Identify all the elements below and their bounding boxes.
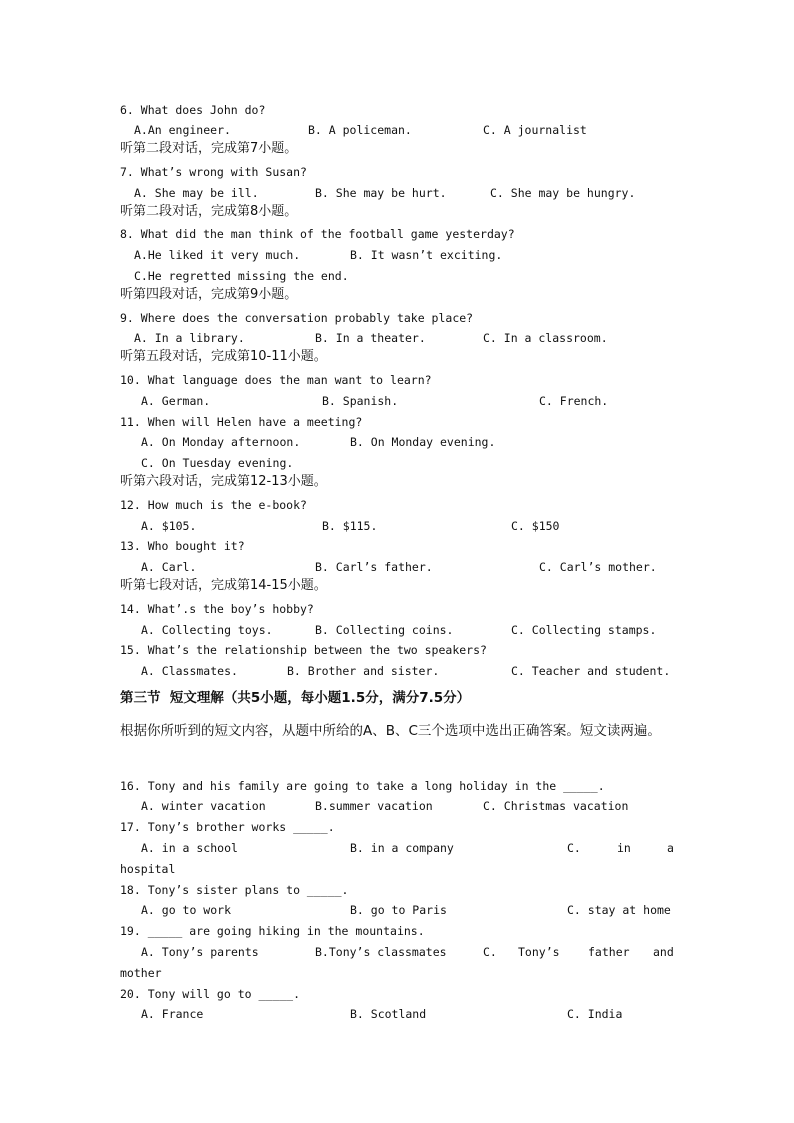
q13-option-c: C. Carl’s mother. — [539, 560, 657, 574]
section-3-instruction: 根据你所听到的短文内容，从题中所给的A、B、C三个选项中选出正确答案。短文读两遍。 — [120, 723, 661, 739]
q16-option-a: A. winter vacation — [141, 799, 266, 813]
q10-option-c: C. French. — [539, 394, 609, 408]
question-19: 19. _____ are going hiking in the mountains. — [120, 924, 425, 938]
question-14: 14. What’.s the boy’s hobby? — [120, 602, 314, 616]
direction-q10: 听第五段对话，完成第10-11小题。 — [120, 349, 327, 364]
q17-option-c-word2: a — [667, 841, 674, 855]
q12-option-a: A. $105. — [141, 519, 197, 533]
direction-q8: 听第二段对话，完成第8小题。 — [120, 204, 298, 219]
q20-option-b: B. Scotland — [350, 1007, 427, 1021]
q9-option-a: A. In a library. — [134, 331, 245, 345]
question-11: 11. When will Helen have a meeting? — [120, 415, 363, 429]
question-15: 15. What’s the relationship between the two speakers? — [120, 643, 487, 657]
direction-q12: 听第六段对话，完成第12-13小题。 — [120, 474, 327, 489]
q15-option-a: A. Classmates. — [141, 664, 238, 678]
q18-option-c: C. stay at home — [567, 903, 671, 917]
q13-option-a: A. Carl. — [141, 560, 197, 574]
question-18: 18. Tony’s sister plans to _____. — [120, 883, 349, 897]
q6-option-c: C. A journalist — [483, 123, 587, 137]
q19-option-c-word1: Tony’s — [518, 945, 560, 959]
q19-option-b: B.Tony’s classmates — [315, 945, 447, 959]
q19-option-c-letter: C. — [483, 945, 497, 959]
q18-option-b: B. go to Paris — [350, 903, 447, 917]
q11-option-a: A. On Monday afternoon. — [141, 435, 301, 449]
q9-option-b: B. In a theater. — [315, 331, 426, 345]
q7-option-a: A. She may be ill. — [134, 186, 259, 200]
direction-q7: 听第二段对话，完成第7小题。 — [120, 141, 298, 156]
q17-option-c-letter: C. — [567, 841, 581, 855]
q19-option-c-word2: father — [588, 945, 630, 959]
q14-option-b: B. Collecting coins. — [315, 623, 454, 637]
question-10: 10. What language does the man want to learn? — [120, 373, 432, 387]
q9-option-c: C. In a classroom. — [483, 331, 608, 345]
question-9: 9. Where does the conversation probably take place? — [120, 311, 474, 325]
q14-option-c: C. Collecting stamps. — [511, 623, 657, 637]
q17-option-c-word3: hospital — [120, 862, 176, 876]
q15-option-c: C. Teacher and student. — [511, 664, 671, 678]
q16-option-c: C. Christmas vacation — [483, 799, 629, 813]
q17-option-c-word1: in — [617, 841, 631, 855]
q10-option-a: A. German. — [141, 394, 211, 408]
q20-option-a: A. France — [141, 1007, 204, 1021]
q7-option-b: B. She may be hurt. — [315, 186, 447, 200]
question-20: 20. Tony will go to _____. — [120, 987, 301, 1001]
question-16: 16. Tony and his family are going to take a long holiday in the _____. — [120, 779, 605, 793]
question-6: 6. What does John do? — [120, 103, 266, 117]
section-3-title: 第三节 短文理解（共5小题，每小题1.5分，满分7.5分） — [120, 690, 471, 706]
q12-option-b: B. $115. — [322, 519, 378, 533]
q6-option-b: B. A policeman. — [308, 123, 412, 137]
q8-option-a: A.He liked it very much. — [134, 248, 301, 262]
direction-q14: 听第七段对话，完成第14-15小题。 — [120, 578, 327, 593]
q14-option-a: A. Collecting toys. — [141, 623, 273, 637]
q19-option-c-word4: mother — [120, 966, 162, 980]
question-8: 8. What did the man think of the football game yesterday? — [120, 227, 515, 241]
q11-option-c: C. On Tuesday evening. — [141, 456, 294, 470]
question-7: 7. What’s wrong with Susan? — [120, 165, 307, 179]
q19-option-a: A. Tony’s parents — [141, 945, 259, 959]
q19-option-c-word3: and — [653, 945, 674, 959]
q12-option-c: C. $150 — [511, 519, 560, 533]
q7-option-c: C. She may be hungry. — [490, 186, 636, 200]
q8-option-c: C.He regretted missing the end. — [134, 269, 349, 283]
q17-option-b: B. in a company — [350, 841, 454, 855]
q17-option-a: A. in a school — [141, 841, 238, 855]
q10-option-b: B. Spanish. — [322, 394, 399, 408]
q11-option-b: B. On Monday evening. — [350, 435, 496, 449]
q6-option-a: A.An engineer. — [134, 123, 231, 137]
q13-option-b: B. Carl’s father. — [315, 560, 433, 574]
question-12: 12. How much is the e-book? — [120, 498, 307, 512]
question-17: 17. Tony’s brother works _____. — [120, 820, 335, 834]
q15-option-b: B. Brother and sister. — [287, 664, 440, 678]
q8-option-b: B. It wasn’t exciting. — [350, 248, 503, 262]
q16-option-b: B.summer vacation — [315, 799, 433, 813]
q20-option-c: C. India — [567, 1007, 623, 1021]
q18-option-a: A. go to work — [141, 903, 232, 917]
direction-q9: 听第四段对话，完成第9小题。 — [120, 287, 298, 302]
question-13: 13. Who bought it? — [120, 539, 245, 553]
